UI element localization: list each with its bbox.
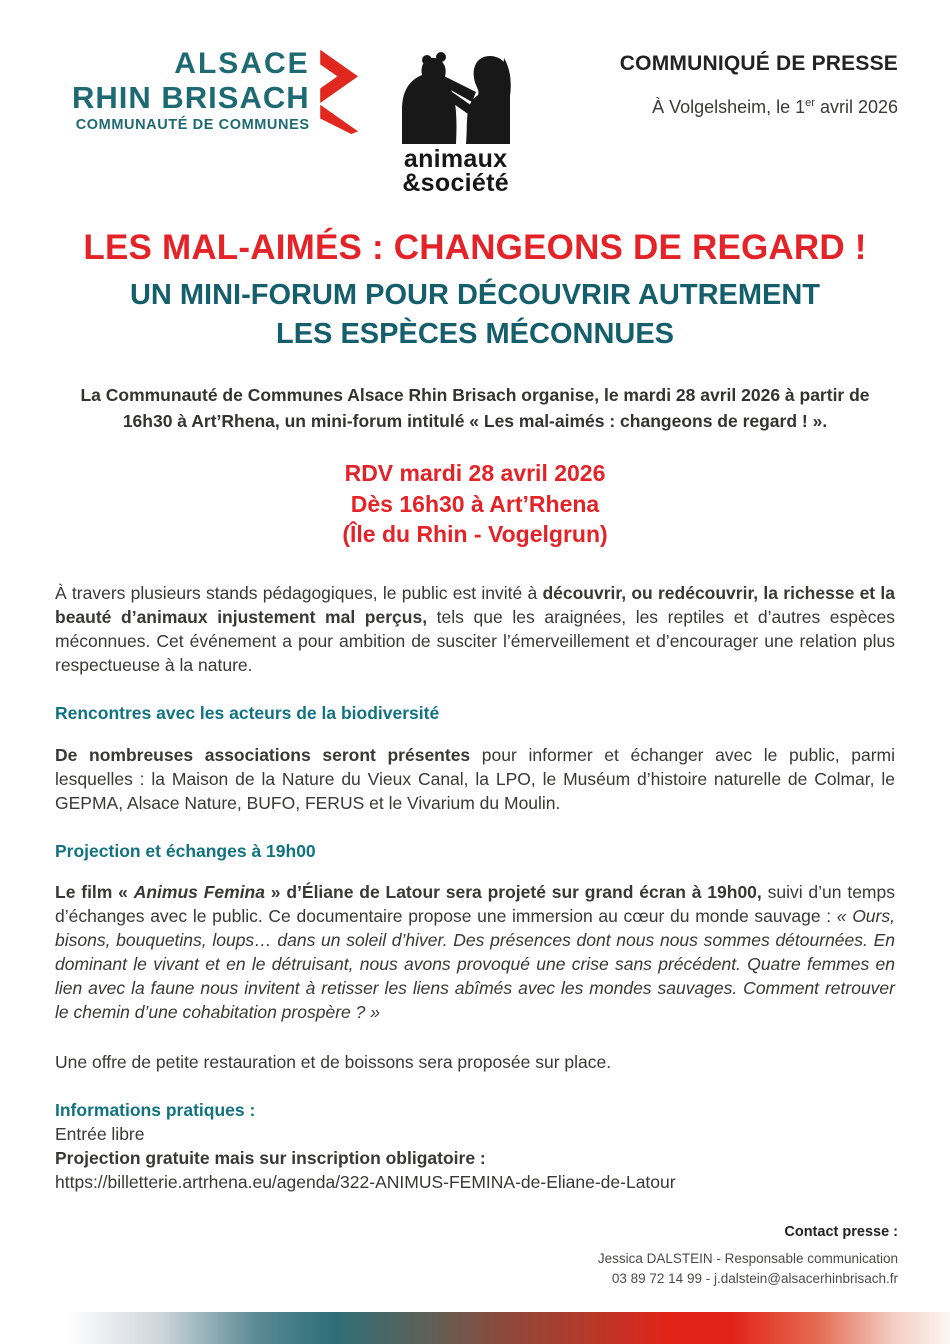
event-time-place: Dès 16h30 à Art’Rhena [350, 490, 600, 517]
infos-url-line [55, 1170, 895, 1194]
page-subtitle-line1: UN MINI-FORUM POUR DÉCOUVRIR AUTREMENT [129, 278, 821, 311]
red-chevron-icon [318, 48, 362, 134]
logo-line-rhin-brisach: RHIN BRISACH [72, 80, 310, 116]
paragraph-text: À travers plusieurs stands pédagogiques, le public est invité à [55, 583, 543, 604]
section-heading-rencontres: Rencontres avec les acteurs de la biodiversité [55, 703, 440, 724]
body-paragraph-associations [55, 743, 895, 815]
booking-url-link[interactable]: https://billetterie.artrhena.eu/agenda/322-ANIMUS-FEMINA-de-Eliane-de-Latour [55, 1172, 676, 1193]
body-paragraph-film [55, 880, 895, 1024]
paragraph-text: pour informer et échanger avec le public, parmi lesquelles : la Maison de la Nature du Vieux Canal, la LPO, le Muséum d’histoire naturelle de Colmar, le GEPMA, Alsace Nature, BUFO, FERUS et le Vivarium du Moulin. [55, 744, 895, 813]
header [0, 0, 950, 196]
alsace-rhin-brisach-logo-text [72, 49, 310, 133]
catering-note: Une offre de petite restauration et de boissons sera proposée sur place. [55, 1052, 612, 1073]
document-meta [620, 48, 898, 118]
infos-inscription: Projection gratuite mais sur inscription obligatoire : [55, 1148, 486, 1169]
alsace-rhin-brisach-logo [72, 48, 362, 134]
event-details-block [0, 458, 950, 549]
press-contact-block [598, 1224, 898, 1290]
section-heading-projection: Projection et échanges à 19h00 [55, 840, 316, 861]
logo-line-societe: &société [402, 168, 509, 197]
contact-name-role: Jessica DALSTEIN - Responsable communication [597, 1251, 898, 1266]
event-date: RDV mardi 28 avril 2026 [344, 460, 606, 487]
paragraph-bold-text: De nombreuses associations seront présentes [55, 744, 471, 765]
body-column [55, 581, 895, 1194]
logo-line-animaux: animaux [403, 145, 508, 173]
body-paragraph-stands [55, 581, 895, 677]
logo-line-communaute: COMMUNAUTÉ DE COMMUNES [75, 117, 310, 134]
paragraph-text: suivi d’un temps d’échanges avec le public. Ce documentaire propose une immersion au cœur du monde sauvage : [55, 882, 895, 927]
animaux-societe-logo [392, 48, 520, 196]
page-title: LES MAL-AIMÉS : CHANGEONS DE REGARD ! [83, 227, 867, 267]
section-heading-infos: Informations pratiques : [55, 1100, 256, 1121]
logo-group [72, 48, 520, 196]
bear-and-woman-silhouette-icon [392, 48, 520, 146]
dateline [620, 97, 898, 118]
intro-paragraph: La Communauté de Communes Alsace Rhin Brisach organise, le mardi 28 avril 2026 à partir de 16h30 à Art’Rhena, un mini-forum intitulé « Les mal-aimés : changeons de regard ! ». [80, 384, 870, 432]
logo-line-alsace: ALSACE [174, 47, 310, 81]
document-type-label: COMMUNIQUÉ DE PRESSE [619, 52, 898, 75]
animaux-societe-logo-text [402, 145, 509, 197]
dateline-ordinal: er [805, 97, 815, 109]
page-subtitle-line2: LES ESPÈCES MÉCONNUES [275, 317, 675, 350]
paragraph-text: tels que les araignées, les reptiles et d’autres espèces méconnues. Cet événement a pour ambition de susciter l’émerveillement et d’encourager une relation plus respectueuse à la nature. [55, 607, 895, 676]
paragraph-bold-text: découvrir, ou redécouvrir, la richesse et la beauté d’animaux injustement mal perçus, [55, 583, 895, 628]
footer-gradient-bar [0, 1312, 950, 1344]
dateline-prefix: À Volgelsheim, le 1 [652, 97, 806, 117]
dateline-suffix: avril 2026 [814, 97, 898, 117]
contact-phone-email: 03 89 72 14 99 - j.dalstein@alsacerhinbrisach.fr [611, 1271, 898, 1287]
paragraph-bold-text: » d’Éliane de Latour sera projeté sur grand écran à 19h00, [264, 882, 762, 903]
film-synopsis-quote: « Ours, bisons, bouquetins, loups… dans un soleil d’hiver. Des présences dont nous nous sommes détournées. En dominant le vivant et en le détruisant, nous avons provoqué une crise sans précédent. Quatre femmes en lien avec la faune nous invitent à retisser les liens abîmés avec les mondes sauvages. Comment retrouver le chemin d’une cohabitation prospère ? » [55, 906, 895, 1023]
paragraph-bold-text: Le film « [55, 882, 134, 903]
contact-heading: Contact presse : [784, 1224, 898, 1240]
film-title: Animus Femina [133, 882, 265, 903]
page-subtitle [0, 276, 950, 354]
event-location: (Île du Rhin - Vogelgrun) [342, 521, 608, 547]
infos-entree-libre: Entrée libre [55, 1124, 145, 1145]
